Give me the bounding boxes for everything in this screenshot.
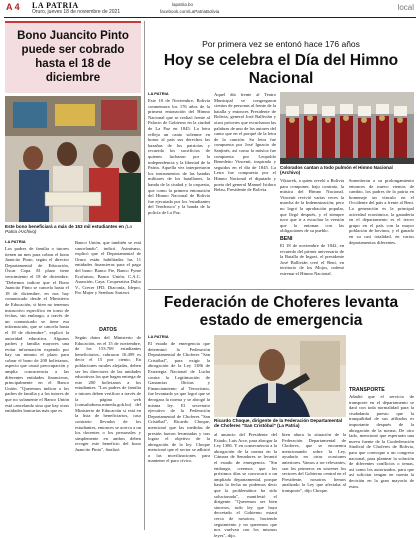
facebook-link[interactable]: facebook.com/LaPatriaBolivia — [160, 9, 220, 14]
bono-col-2b: Según datos del Ministerio de Educación, en el 15 de noviembre, de los 153.769 estudiantes beneficiarios, cobraron 16.499 es decir el 15 por ciento. En poblaciones rurales alejadas, deben ser los directores de las unidades educativas los que hagan entrega de este 200 bolivianos a los estudiantes. "Los padres de familia o tutores deben verificar a través de la página web (consultabono.minedu.gob.bo) del Ministerio de Educación si está en la lista de beneficiarios, caso contrario llevados de los estudiantes, entonces se acerca a un los docentes o los personales y simplemente en ambos deben recoger este beneficio del bono Juancito Pinto", finalizó. — [75, 335, 141, 452]
header-rule — [4, 17, 416, 18]
bono-headline-box — [5, 21, 141, 93]
choferes-transporte-subhead: TRANSPORTE — [349, 387, 385, 393]
issue-date: Oruro, jueves 18 de noviembre de 2021 — [32, 9, 121, 15]
story-divider — [148, 289, 414, 290]
himno-kicker: LA PATRIA — [148, 91, 169, 96]
bono-headline: Bono Juancito Pinto puede ser cobrado hasta el 18 de diciembre — [17, 30, 129, 84]
choferes-col-4: Añadió que el servicio de transporte en el departamento se dará con toda normalidad para la ciudadanía puesto que la tranquilidad de sus afiliados es importante después de la abrogación de la norma. De otro lado, mencionó que esperarán una nueva fuente de la Confederación Sindical de Choferes de Bolivia, para que convoque a un congreso nacional, para plantear la solución de diferentes conflictos o temas, así como los autorizados, para que así solicitar tengan en cuenta la decisión en la gran mayoría de estos. — [349, 394, 414, 489]
himno-caption: Colorados cantan a todo pulmón el Himno Nacional (Archivo) — [280, 165, 393, 176]
choferes-col-3-top — [349, 335, 414, 385]
himno-col-4: Sometieron a su prolongamiento entonces de nuevo vientos de cambio, los padres de la patria en homenaje un vínculo en el Occidente del país a frente al Beni. La generación es la principal actividad económica, la ganadería en el departamento es el tercer grupo en el país con la mayor población de bovinos, y el ganado en su casi totalidad, en varios departamentos diferentes. — [349, 178, 414, 245]
bono-caption — [5, 224, 141, 235]
himno-col-3: Viktorek, a quien reveló a Bolivia para componer, bajo contrato, la música del Himno Nacional. Vincenti revivió varias veces la marcha de la Indemnización; pero no logró la aprobación popular, que llegó después, y el siempre tuvo que ir a escuchar la versión que la entonan con las obligaciones de su pueblo. — [280, 178, 344, 234]
section-label: local — [397, 3, 414, 12]
page-number: A 4 — [6, 2, 20, 12]
himno-beni-subhead: BENI — [280, 236, 293, 242]
himno-photo-art — [280, 92, 414, 164]
bono-datos-subhead: DATOS — [99, 327, 117, 333]
choferes-col-1: El estado de emergencia que determinó la Federación Departamental de Choferes "San Cristóbal", para exigir la abrogación de la Ley 1386 de Estrategia Nacional de Lucha contra la Legitimación de Ganancias Ilícitas y Financiamiento al Terrorismo, fue levantado ya que logró que se derogara la norma y se abrogó la misma ley. El secretario ejecutivo de la Federación Departamental de Choferes "San Cristóbal", Ricardo Choque, mencionó que las medidas de presión fueron levantadas y tras lograr el objetivo de la abrogación de la ley. Choque mencionó que el sector se adhirió a las movilizaciones para mantener el paro cívico. — [148, 341, 210, 464]
bono-caption-bold: Este bono beneficiará a más de 153 mil estudiantes en — [5, 224, 124, 229]
newspaper-name: LA PATRIA — [32, 1, 79, 10]
website-link[interactable]: lapatria.bo — [172, 2, 194, 7]
choferes-kicker: LA PATRIA — [148, 334, 169, 339]
choferes-caption: Ricardo Choque, dirigente de la Federación Departamental de Choferes "San Cristóbal" (La Patria) — [214, 418, 343, 429]
column-divider — [144, 21, 145, 530]
bono-col-2: Banco Unión, que también se está cancelando", indicó. Asimismo, explicó que el Departamental de Oruro están habilitadas las 11 entidades financieras para el pago del bono: Banco Fie, Banco Pyme Ecofuturo, Banco Unión, C.A.C. Asunción, Caya. Cooperativa Dulio V., Crecer IFD, Diaconía, Idepro, Pro Mujer y Sembrar Sartawi. — [75, 240, 141, 296]
choferes-headline: Federación de Choferes levanta estado de emergencia — [163, 294, 399, 329]
bono-photo-art — [5, 96, 141, 222]
bono-photo — [5, 96, 141, 222]
himno-col-3b: El 18 de noviembre de 1842, en recuerdo del primer aniversario de la Batalla de Ingavi, el presidente José Ballivián creó el Beni, en territorio de los Mojos, ordenó estrenar el Himno Nacional. — [280, 243, 344, 276]
choferes-photo — [214, 335, 346, 417]
bono-col-1: Los padres de familia o tutores tienen un mes para cobrar el bono Juancito Pinto, según el director Departamental de Educación, Óscar Copa. El plazo tiene vencimiento el 18 de diciembre. "Debemos indicar que el Bono Juancito Pinto se cancela hasta el 18 de diciembre, en nos hay comunicado desde el Ministerio de Educación, si bien no tenemos instructivo específico en torno de fechas, sin embargo, a través de un comunicado se tiene esa información, que se cancela hasta el 18 de diciembre", explicó la autoridad educativa. Algunos padres y familia mayores una evitar información expendo por hay un minuto el plazo para cobrar el bono de 200 bolivianos, aspecto que causó preocupación y amplia concurrencia a las diferentes entidades financieras, principalmente en el Banco Unión. "Queremos indicar a los padres de familia y a los tutores de que no solamente el Banco Unión está cancelando sino que hay otras entidades bancarias más que es — [5, 246, 69, 414]
choferes-col-3: bien ahora la situación de la Federación Departamental de Choferes, que se encuentra mencionando sobre la Ley, ayudaría en otras ocasiones anteriores. Vamos a ser relevantes, son los primeros en sostener los sectores del Gobierno central en el Presidente, nosotros hemos analizado la Ley que afectaba al transporte", dijo Choque. — [282, 432, 346, 493]
choferes-photo-art — [214, 335, 346, 417]
himno-col-2: Aquel día frente al Teatro Municipal se congregaron cientos de personas al frente de la batalla y entonces Presidente de Bolivia, general José Ballivián y otros próceres que escucharon las palabras de uno de los autores del canto que en el porqué de la letra de la canción. Su letra fue compuesta por José Ignacio de Sanjinés, así como la música fue compuesta por Leopoldo Benedetto Vincenti, inspirado y seguidos en el día de 1845. La Letra fue compuesta por el Himno Nacional el diputado y poeta del general Manuel Isidoro Belzu, Presidente de Bolivia. — [214, 92, 276, 193]
bono-caption-rest: (La Patria /Archivo) — [5, 224, 132, 235]
himno-headline: Hoy se celebra el Día del Himno Nacional — [163, 52, 399, 87]
choferes-col-2: al anuncio del Presidente del Estado, Luis Arce, para abrogar la Ley 1386. Y en consecuencia a la abrogación de la norma en la Cámara de Senadores se levantó el estado de emergencia. "Sin embargo, creemos que los próximos días se convocará a un ampliado departamental, porque hasta la fecha no podemos decir que la problemática ha sido solucionada", manifestó el dirigente. "Queremos ser bien sinceros, todo ley que haya decretado el Gobierno estará cerca de nosotros, haciendo seguimiento y no queremos que nos vuelvan con los mismos leyes", dijo. — [214, 432, 277, 538]
himno-col-1: Este 18 de Noviembre, Bolivia conmemora los 176 años de la primera entonación del Himno Nacional que se realizó frente al Palacio de Gobierno en la ciudad de La Paz en 1845. La letra refleja un canto solemne en honor al país sus derechos las hazañas de los patriotas y recuerda los sacrificios de quienes lucharon por la independencia y la libertad de la Patria. Aquella vez interpretaron los instrumentos de las bandas militares de los batallones, la banda de la ciudad y la orquesta, que como la primera entonación del Himno Nacional de Bolivia fue ejecutada por los 'estudiantes del Tenderuco' y la banda de la policía de La Paz. — [148, 98, 210, 215]
bono-kicker: LA PATRIA — [5, 239, 26, 244]
himno-kicker-line: Por primera vez se entonó hace 176 años — [202, 39, 360, 49]
himno-photo — [280, 92, 414, 164]
